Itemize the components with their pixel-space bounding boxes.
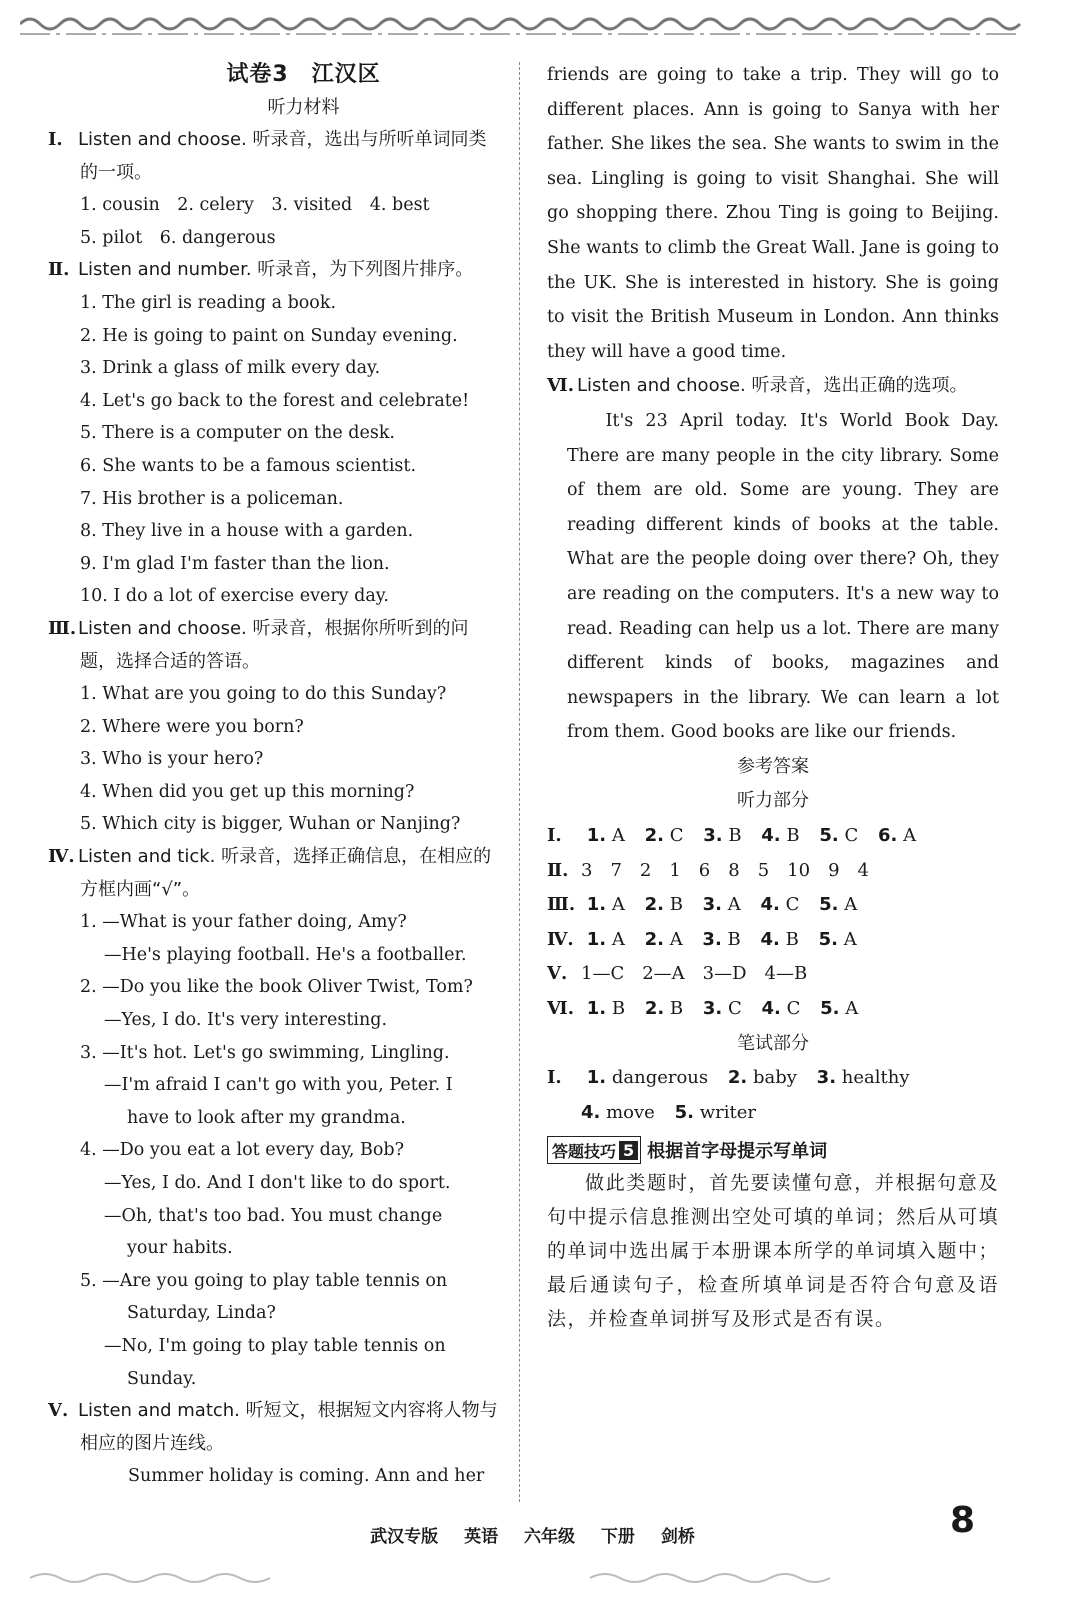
- answer-row-number: Ⅴ.: [547, 963, 568, 985]
- section-5-number: Ⅴ.: [48, 1400, 69, 1422]
- footer-volume: 下册: [600, 1527, 635, 1547]
- answer-value: 3 7 2 1 6 8 5 10 9 4: [581, 859, 869, 881]
- answer-value: A: [611, 928, 625, 950]
- answer-number: 1.: [586, 928, 607, 950]
- answer-value: B: [785, 928, 799, 950]
- answer-value: A: [611, 825, 625, 847]
- answer-number: 1.: [586, 1067, 607, 1089]
- answer-number: 4.: [581, 1101, 601, 1123]
- dialogue-line: 3. —It's hot. Let's go swimming, Lingling.: [80, 1042, 450, 1063]
- answer-value: C: [844, 825, 859, 847]
- section-1-number: Ⅰ.: [48, 129, 63, 150]
- answer-row-number: Ⅰ.: [547, 1067, 562, 1089]
- written-heading: 笔试部分: [737, 1032, 809, 1054]
- answer-value: A: [843, 928, 857, 950]
- dialogue-line: —No, I'm going to play table tennis on: [104, 1335, 446, 1356]
- answer-number: 3.: [702, 928, 722, 950]
- answer-number: 1.: [586, 825, 607, 847]
- section-6-text: Listen and choose. 听录音，选出正确的选项。: [577, 375, 968, 397]
- dialogue-line: —Yes, I do. It's very interesting.: [104, 1010, 388, 1031]
- answer-number: 3.: [703, 825, 723, 847]
- answer-value: B: [669, 998, 684, 1020]
- answer-value: B: [611, 998, 626, 1020]
- tip-badge: [547, 1136, 641, 1164]
- answer-row-1: [547, 819, 999, 854]
- answer-row-2: [547, 854, 999, 889]
- dialogue-line: your habits.: [127, 1238, 233, 1259]
- dialogue-line: —I'm afraid I can't go with you, Peter. I: [104, 1075, 453, 1096]
- header-decoration: [20, 10, 1040, 44]
- passage-text: It's 23 April today. It's World Book Day. There are many people in the city library. Some of them are old. Some are young. They are reading different kinds of books at the table. What are the people doing over there? Oh, they are reading on the computers. It's a new way to read. Reading can help us a lot. There are many different kinds of books, magazines and newspapers in the library. We can learn a lot from them. Good books are like our friends.: [567, 410, 999, 743]
- section-3-title: [48, 613, 503, 678]
- list-item: 8. They live in a house with a garden.: [80, 521, 414, 542]
- section-6-number: Ⅵ.: [547, 375, 574, 397]
- section-1-title: [48, 124, 503, 189]
- answer-value: A: [844, 894, 858, 916]
- dialogue-line: —Oh, that's too bad. You must change: [104, 1205, 443, 1226]
- right-column: [547, 58, 999, 1336]
- page-number: 8: [950, 1500, 976, 1541]
- tip-badge-number: 5: [619, 1141, 638, 1160]
- answer-value: C: [786, 998, 801, 1020]
- listening-heading: 听力部分: [737, 790, 809, 812]
- answer-number: 1.: [586, 998, 607, 1020]
- answer-value: A: [669, 928, 683, 950]
- page-subtitle: 听力材料: [267, 97, 340, 118]
- section-2-number: Ⅱ.: [48, 259, 70, 281]
- answer-value: A: [611, 894, 625, 916]
- section-3-text: Listen and choose. 听录音，根据你所听到的问题，选择合适的答语。: [78, 617, 469, 672]
- answer-number: 4.: [761, 998, 781, 1020]
- list-item: 5. Which city is bigger, Wuhan or Nanjing?: [80, 814, 461, 835]
- answer-number: 1.: [586, 894, 607, 916]
- dialogue-line: 2. —Do you like the book Oliver Twist, Tom?: [80, 977, 473, 998]
- answer-value: 1—C 2—A 3—D 4—B: [581, 963, 808, 985]
- answer-number: 5.: [819, 894, 839, 916]
- list-item: 1. cousin 2. celery 3. visited 4. best: [80, 195, 430, 216]
- answer-value: B: [727, 928, 741, 950]
- dialogue-line: Saturday, Linda?: [127, 1303, 276, 1324]
- footer-decoration: [30, 1568, 1030, 1588]
- answer-number: 2.: [644, 894, 664, 916]
- tip-text: 做此类题时，首先要读懂句意，并根据句意及句中提示信息推测出空处可填的单词；然后从可填的单词中选出属于本册课本所学的单词填入题中；最后通读句子，检查所填单词是否符合句意及语法，并检查单词拼写及形式是否有误。: [547, 1172, 999, 1331]
- answer-number: 4.: [760, 894, 780, 916]
- answer-number: 4.: [761, 825, 781, 847]
- answer-value: B: [669, 894, 683, 916]
- answer-number: 3.: [816, 1067, 837, 1089]
- answer-number: 2.: [644, 825, 664, 847]
- section-1-text: Listen and choose. 听录音，选出与所听单词同类的一项。: [78, 129, 487, 183]
- section-3-number: Ⅲ.: [48, 617, 77, 639]
- dialogue-line: —Yes, I do. And I don't like to do sport.: [104, 1173, 451, 1193]
- list-item: 1. What are you going to do this Sunday?: [80, 684, 447, 705]
- answer-value: baby: [752, 1067, 797, 1089]
- answer-value: move: [606, 1101, 655, 1123]
- answer-number: 5.: [674, 1101, 694, 1123]
- answer-number: 5.: [819, 825, 839, 847]
- answer-value: healthy: [841, 1067, 910, 1089]
- list-item: 2. Where were you born?: [80, 716, 304, 737]
- column-divider: [519, 62, 520, 1502]
- answers-heading: 参考答案: [737, 755, 809, 777]
- answer-number: 2.: [644, 998, 665, 1020]
- answer-value: C: [669, 825, 684, 847]
- dialogue-line: 5. —Are you going to play table tennis on: [80, 1270, 448, 1291]
- section-4-number: Ⅳ.: [48, 846, 75, 868]
- dialogue-line: 1. —What is your father doing, Amy?: [80, 912, 407, 933]
- answer-row-number: Ⅲ.: [547, 894, 576, 916]
- list-item: 4. Let's go back to the forest and celebrate!: [80, 390, 470, 411]
- answer-row-5: [547, 957, 999, 992]
- answer-value: B: [728, 825, 742, 847]
- list-item: 10. I do a lot of exercise every day.: [80, 586, 389, 607]
- answer-number: 3.: [702, 894, 723, 916]
- answer-number: 5.: [820, 998, 840, 1020]
- section-2-title: [48, 254, 503, 287]
- answer-number: 5.: [818, 928, 838, 950]
- left-column: [48, 58, 503, 1493]
- section-5-title: [48, 1395, 503, 1460]
- list-item: 4. When did you get up this morning?: [80, 781, 415, 802]
- answer-row-3: [547, 888, 999, 923]
- answer-row-number: Ⅵ.: [547, 998, 574, 1020]
- list-item: 5. There is a computer on the desk.: [80, 423, 395, 444]
- dialogue-line: —He's playing football. He's a footballer.: [104, 944, 467, 965]
- answer-number: 4.: [760, 928, 780, 950]
- list-item: 6. She wants to be a famous scientist.: [80, 455, 417, 476]
- answer-value: writer: [699, 1101, 756, 1123]
- tip-header: [547, 1134, 999, 1166]
- footer-publisher: 剑桥: [660, 1527, 695, 1547]
- answer-row-number: Ⅳ.: [547, 928, 574, 950]
- list-item: 7. His brother is a policeman.: [80, 488, 344, 509]
- answer-value: B: [786, 825, 800, 847]
- answer-row-6: [547, 992, 999, 1027]
- answer-row-number: Ⅰ.: [547, 825, 562, 847]
- answer-row-4: [547, 923, 999, 958]
- dialogue-line: 4. —Do you eat a lot every day, Bob?: [80, 1140, 404, 1161]
- passage-start: Summer holiday is coming. Ann and her: [128, 1466, 485, 1487]
- answer-number: 2.: [644, 928, 664, 950]
- page-title: 试卷3 江汉区: [226, 62, 381, 87]
- section-4-title: [48, 841, 503, 906]
- dialogue-line: Sunday.: [127, 1368, 197, 1389]
- list-item: 5. pilot 6. dangerous: [80, 227, 276, 248]
- list-item: 2. He is going to paint on Sunday evening.: [80, 325, 458, 346]
- page-footer: [0, 1522, 1065, 1547]
- list-item: 3. Who is your hero?: [80, 749, 264, 770]
- answer-value: dangerous: [611, 1067, 709, 1089]
- tip-title: 根据首字母提示写单词: [647, 1141, 828, 1163]
- answer-value: A: [727, 894, 741, 916]
- answer-value: A: [903, 825, 917, 847]
- answer-number: 2.: [727, 1067, 748, 1089]
- list-item: 1. The girl is reading a book.: [80, 292, 337, 313]
- footer-subject: 英语: [464, 1527, 499, 1547]
- answer-number: 3.: [702, 998, 723, 1020]
- footer-edition: 武汉专版: [370, 1527, 439, 1547]
- tip-badge-label: 答题技巧: [552, 1141, 617, 1161]
- answer-value: C: [728, 998, 742, 1020]
- dialogue-line: have to look after my grandma.: [127, 1107, 406, 1128]
- written-answer-row-1b: [547, 1096, 999, 1131]
- written-answer-row-1: [547, 1061, 999, 1096]
- answer-number: 6.: [877, 825, 898, 847]
- list-item: 3. Drink a glass of milk every day.: [80, 358, 381, 379]
- section-5-text: Listen and match. 听短文，根据短文内容将人物与相应的图片连线。: [78, 1400, 498, 1454]
- list-item: 9. I'm glad I'm faster than the lion.: [80, 553, 390, 574]
- section-4-text: Listen and tick. 听录音，选择正确信息，在相应的方框内画“√”。: [78, 846, 492, 900]
- answer-value: A: [845, 998, 859, 1020]
- footer-grade: 六年级: [524, 1527, 575, 1547]
- answer-row-number: Ⅱ.: [547, 859, 569, 881]
- section-6-title: [547, 369, 999, 404]
- answer-value: C: [785, 894, 800, 916]
- section-2-text: Listen and number. 听录音，为下列图片排序。: [78, 259, 474, 281]
- passage-continued: friends are going to take a trip. They will go to different places. Ann is going to Sanya with her father. She likes the sea. She wants to swim in the sea. Lingling is going to visit Shanghai. She will go shopping there. Zhou Ting is going to Beijing. She wants to climb the Great Wall. Jane is going to the UK. She is interested in history. She is going to visit the British Museum in London. Ann thinks they will have a good time.: [547, 65, 999, 362]
